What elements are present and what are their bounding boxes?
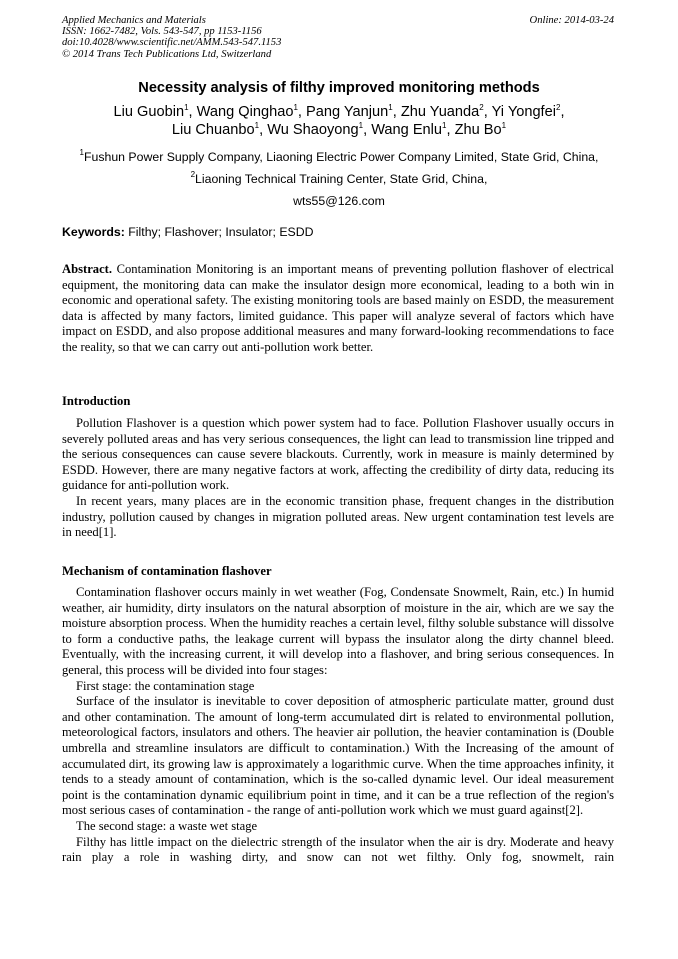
keywords-text: Filthy; Flashover; Insulator; ESDD (128, 225, 314, 239)
affiliation-mark: 1 (79, 148, 84, 157)
paragraph: Contamination flashover occurs mainly in wet weather (Fog, Condensate Snowmelt, Rain, etc.) In humid weather, air humidity, dirty insulators on the natural absorption of moisture in the air, which are we say the moisture absorption process. When the humidity reaches a certain level, filthy soluble substance will dissolve to form a conductive paths, the leakage current will bypass the insulator along the dirty channel bleed. Eventually, with the increasing current, it will develop into a flashover, and bring serious consequences. In general, this process will be divided into four stages: (62, 585, 614, 677)
author-affiliation-mark: 1 (358, 121, 364, 130)
online-date: Online: 2014-03-24 (529, 15, 614, 26)
affiliation-2 (0, 172, 678, 186)
author: Zhu Yuanda (400, 104, 480, 120)
abstract-text: Contamination Monitoring is an important means of preventing pollution flashover of electrical equipment, the monitoring data can make the insulator design more economical, leading to a both win in economic and operational safety. The existing monitoring tools are based mainly on ESDD, the measurement data is affected by many factors, limited guidance. This paper will analyze several of factors which have impact on ESDD, and also propose additional measures and many forward-looking recommendations to face the reality, so that we can carry out anti-pollution work better. (62, 262, 614, 354)
mechanism-body (62, 585, 614, 866)
stage-label: The second stage: a waste wet stage (76, 818, 258, 833)
abstract-label: Abstract. (62, 262, 113, 276)
author-line-2: Liu Chuanbo$^1$, Wu Shaoyong$^1$, Wang Enlu$^1$, Zhu Bo$^1$ (171, 121, 507, 138)
author-affiliation-mark: 1 (184, 103, 189, 112)
stage-label: First stage: the contamination stage (76, 678, 255, 693)
author: Wang Qinghao (196, 104, 294, 120)
doi-line: doi:10.4028/www.scientific.net/AMM.543-547.1153 (62, 37, 282, 49)
affiliation-text: Liaoning Technical Training Center, State Grid, China, (195, 172, 488, 186)
author-affiliation-mark: 1 (254, 121, 260, 130)
author: Zhu Bo (454, 122, 502, 138)
author-affiliation-mark: 1 (388, 103, 393, 112)
author-affiliation-mark: 2 (555, 103, 561, 112)
affiliation-text: Fushun Power Supply Company, Liaoning Electric Power Company Limited, State Grid, China, (84, 150, 599, 164)
author-line-1: Liu Guobin$^1$, Wang Qinghao$^1$, Pang Yanjun$^1$, Zhu Yuanda$^2$, Yi Yongfei$^2$, (113, 103, 565, 120)
author: Pang Yanjun (306, 104, 389, 120)
author-affiliation-mark: 2 (479, 103, 484, 112)
author: Liu Chuanbo (171, 122, 255, 138)
copyright-line: © 2014 Trans Tech Publications Ltd, Switzerland (62, 48, 272, 60)
author: Yi Yongfei (491, 104, 556, 120)
introduction-body (62, 416, 614, 541)
keywords (62, 225, 314, 239)
author: Wu Shaoyong (267, 122, 359, 138)
email-link[interactable]: wts55@126.com (293, 194, 385, 208)
paper-title: Necessity analysis of filthy improved monitoring methods (138, 80, 540, 96)
author-list (0, 103, 678, 139)
paragraph: In recent years, many places are in the economic transition phase, frequent changes in the distribution industry, pollution caused by changes in migration polluted areas. New urgent contamination test levels are in need[1]. (62, 493, 614, 540)
author: Wang Enlu (371, 122, 443, 138)
abstract (62, 262, 614, 356)
author-affiliation-mark: 1 (293, 103, 298, 112)
author-affiliation-mark: 1 (501, 121, 507, 130)
section-heading-introduction: Introduction (62, 394, 131, 408)
journal-name: Applied Mechanics and Materials (62, 15, 206, 26)
section-heading-mechanism: Mechanism of contamination flashover (62, 564, 272, 578)
keywords-label: Keywords: (62, 225, 125, 239)
journal-header (62, 15, 281, 60)
author: Liu Guobin (113, 104, 185, 120)
paragraph: Filthy has little impact on the dielectric strength of the insulator when the air is dry. Moderate and heavy rain play a role in washing dirty, and snow can not wet filthy. Only fog, snowmelt, rain (62, 834, 614, 865)
affiliation-1 (0, 150, 678, 164)
paragraph: Surface of the insulator is inevitable to cover deposition of atmospheric particulate matter, ground dust and other contamination. The amount of long-term accumulated dirt is related to environmental pollution, meteorological factors, insulators and others. The heavier air pollution, the heavier contamination is (Double umbrella and streamline insulators are difficult to contamination.) With the Increasing of the amount of accumulated dirt, its growing law is approximately a logarithmic curve. When the time approaches infinity, it tends to a steady amount of contamination, which is the so-called dynamic level. Our ideal measurement point is the contamination dynamic equilibrium point in time, and it can be a true reflection of the region's most serious cases of contamination - the range of anti-pollution work which we must guard against[2]. (62, 694, 614, 818)
affiliation-mark: 2 (190, 170, 196, 179)
paragraph: Pollution Flashover is a question which power system had to face. Pollution Flashover usually occurs in severely polluted areas and has very serious consequences, the light can lead to transmission line tripped and the serious consequences can cause severe blackouts. Currently, work in measure is mainly determined by ESDD. However, there are many negative factors at work, affecting the credibility of dirty data, reducing its guidance for anti-pollution work. (62, 416, 614, 493)
issn-line: ISSN: 1662-7482, Vols. 543-547, pp 1153-1156 (62, 26, 262, 38)
author-affiliation-mark: 1 (442, 121, 447, 130)
